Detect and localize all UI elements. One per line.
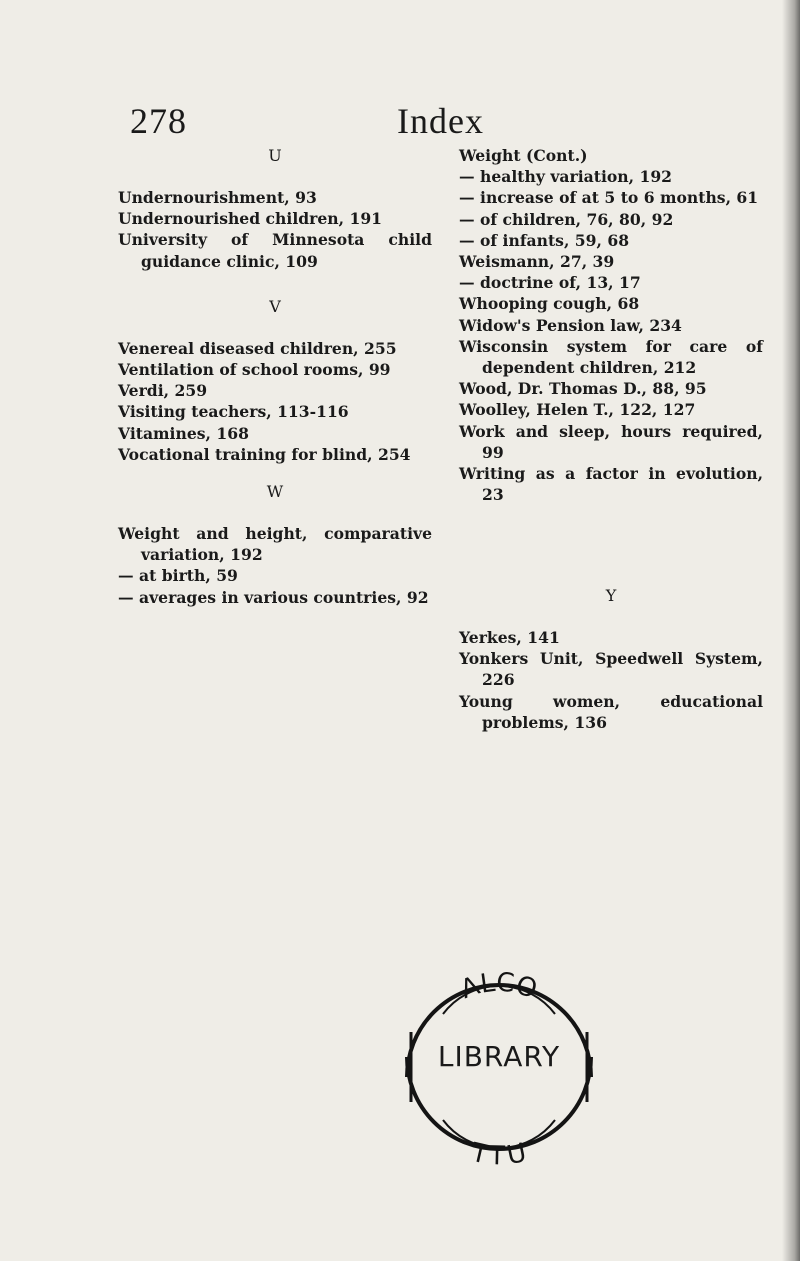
section-letter-w: W [266,482,284,502]
index-entry: — of children, 76, 80, 92 [459,209,674,229]
index-entry: Venereal diseased children, 255 [118,338,397,358]
stamp-top-arc-path: ALCO [456,967,541,1006]
page-title: Index [397,101,484,141]
section-letter-v: V [269,296,281,316]
index-entry: Writing as a factor in evolution, 23 [459,464,763,505]
index-entry: Undernourishment, 93 [118,188,317,207]
stamp-label: LIBRARY [437,1040,561,1073]
index-entry: — of infants, 59, 68 [459,230,630,250]
index-entry: Wood, Dr. Thomas D., 88, 95 [459,379,707,399]
index-entry: Weight (Cont.) [459,146,588,165]
section-letter-y: Y [605,586,617,605]
stamp-top-arc-text [457,968,541,1006]
index-entry: Whooping cough, 68 [459,294,640,314]
index-entry: — healthy variation, 192 [459,167,673,187]
index-column-right [459,145,763,505]
index-entry: University of Minnesota child guidance clinic, 109 [118,230,432,271]
section-letter-u: U [268,146,282,165]
index-entry: — at birth, 59 [118,566,238,586]
index-entry: Work and sleep, hours required, 99 [459,421,763,462]
index-entry: Widow's Pension law, 234 [459,315,682,335]
index-entry: Yerkes, 141 [459,628,560,647]
page-number: 278 [130,101,187,141]
library-stamp [383,952,615,1182]
index-entry: Vitamines, 168 [118,423,249,443]
index-entry: Weight and height, comparative variation, 192 [118,524,432,565]
index-entry: Ventilation of school rooms, 99 [118,360,391,380]
index-entry: Young women, educational problems, 136 [459,691,763,732]
index-column-left [118,145,432,608]
index-column-right-y [459,585,763,733]
index-entry: Weismann, 27, 39 [459,252,615,272]
index-entry: Vocational training for blind, 254 [118,444,411,464]
index-entry: Visiting teachers, 113-116 [118,402,349,422]
index-entry: Wisconsin system for care of dependent children, 212 [459,336,763,378]
index-entry: Undernourished children, 191 [118,209,383,229]
stamp-bottom-arc-text [467,1138,529,1172]
index-entry: Woolley, Helen T., 122, 127 [459,400,696,420]
index-entry: Verdi, 259 [118,381,208,401]
index-entry: — increase of at 5 to 6 months, 61 [459,188,759,208]
page-edge-shadow [782,0,800,1261]
index-entry: — doctrine of, 13, 17 [459,273,641,293]
index-entry: Yonkers Unit, Speedwell System, 226 [459,649,763,690]
stamp-bottom-arc-path: TTU [468,1137,530,1172]
index-entry: — averages in various countries, 92 [118,587,429,607]
